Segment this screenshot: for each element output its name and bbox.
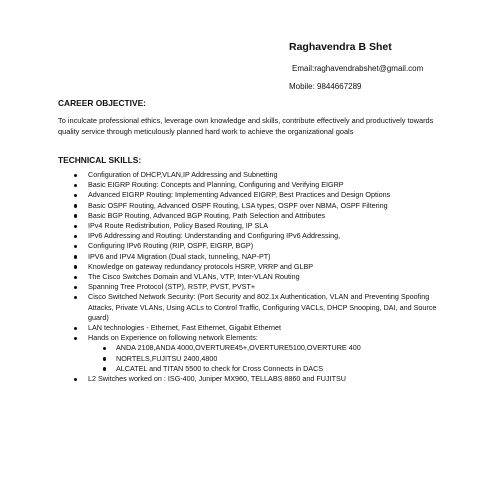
list-item [58, 333, 448, 343]
bullet-icon [74, 327, 77, 330]
bullet-icon [74, 378, 77, 381]
skill-text: Basic OSPF Routing, Advanced OSPF Routing, LSA types, OSPF over NBMA, OSPF Filtering [88, 200, 388, 210]
bullet-icon [74, 174, 77, 177]
bullet-icon [74, 276, 77, 279]
technical-skills-heading: TECHNICAL SKILLS: [58, 155, 142, 165]
list-item [58, 364, 448, 374]
career-objective-text: To inculcate professional ethics, leverage own knowledge and skills, contribute effectively and productively towards quality service through meticulously planned hard work to achieve the organizational goals [58, 116, 434, 136]
career-objective-heading: CAREER OBJECTIVE: [58, 98, 146, 108]
list-item [58, 221, 448, 231]
list-item [58, 262, 448, 272]
list-item [58, 201, 448, 211]
skill-text: L2 Switches worked on : ISG-400, Juniper MX960, TELLABS 8860 and FUJITSU [88, 374, 346, 384]
skill-text: Basic EIGRP Routing: Concepts and Planning, Configuring and Verifying EIGRP [88, 180, 344, 190]
bullet-icon [74, 194, 77, 197]
list-item [58, 272, 448, 282]
skill-text: Configuration of DHCP,VLAN,IP Addressing and Subnetting [88, 170, 278, 179]
bullet-icon [103, 347, 106, 350]
bullet-icon [74, 245, 77, 248]
skill-text: IPV6 and IPV4 Migration (Dual stack, tunneling, NAP-PT) [88, 251, 271, 261]
list-item [58, 231, 448, 241]
list-item [58, 241, 448, 251]
list-item [58, 374, 448, 384]
skill-text: Basic BGP Routing, Advanced BGP Routing, Path Selection and Attributes [88, 210, 326, 220]
bullet-icon [74, 235, 77, 238]
skill-text: The Cisco Switches Domain and VLANs, VTP, Inter-VLAN Routing [88, 272, 300, 282]
skill-text: Spanning Tree Protocol (STP), RSTP, PVST, PVST+ [88, 282, 256, 292]
sub-list-container [58, 343, 448, 374]
list-item [58, 354, 448, 364]
resume-header [289, 40, 489, 92]
skill-text: IPv6 Addressing and Routing: Understanding and Configuring IPv6 Addressing, [88, 231, 341, 241]
technical-skills-list [58, 170, 448, 384]
bullet-icon [103, 367, 106, 370]
bullet-icon [74, 184, 77, 187]
list-item [58, 180, 448, 190]
list-item [58, 211, 448, 221]
skill-text: Hands on Experience on following network Elements: [88, 333, 258, 343]
skill-text: Cisco Switched Network Security: (Port Security and 802.1x Authentication, VLAN and Preventing Spoofing Attacks, Private VLANs, Using ACLs to Control Traffic, Configuring VACLs, DHCP Snooping, DAI, and Source guard) [88, 292, 437, 322]
bullet-icon [74, 225, 77, 228]
element-text: ANDA 2108,ANDA 4000,OVERTURE45+,OVERTURE5100,OVERTURE 400 [116, 343, 361, 353]
list-item [58, 292, 448, 323]
bullet-icon [74, 286, 77, 289]
element-text: NORTELS,FUJITSU 2400,4800 [116, 353, 218, 363]
bullet-icon [74, 204, 77, 207]
element-text: ALCATEL and TITAN 5500 to check for Cross Connects in DACS [116, 363, 324, 373]
bullet-icon [74, 214, 77, 217]
list-item [58, 343, 448, 353]
candidate-name: Raghavendra B Shet [289, 41, 392, 53]
skill-text: LAN technologies - Ethernet, Fast Ethernet, Gigabit Ethernet [88, 323, 281, 333]
mobile-line: Mobile: 9844667289 [289, 82, 362, 91]
skill-text: Advanced EIGRP Routing: Implementing Advanced EIGRP, Best Practices and Design Options [88, 190, 391, 200]
list-item [58, 323, 448, 333]
bullet-icon [74, 337, 77, 340]
list-item [58, 282, 448, 292]
network-elements-list [58, 343, 448, 374]
skill-text: Configuring IPv6 Routing (RIP, OSPF, EIGRP, BGP) [88, 241, 254, 251]
bullet-icon [103, 357, 106, 360]
bullet-icon [74, 265, 77, 268]
list-item [58, 252, 448, 262]
list-item [58, 170, 448, 180]
bullet-icon [74, 296, 77, 299]
email-line: Email:raghavendrabshet@gmail.com [292, 64, 424, 73]
list-item [58, 190, 448, 200]
skill-text: Knowledge on gateway redundancy protocols HSRP, VRRP and GLBP [88, 261, 314, 271]
bullet-icon [74, 255, 77, 258]
skill-text: IPv4 Route Redistribution, Policy Based Routing, IP SLA [88, 221, 269, 231]
